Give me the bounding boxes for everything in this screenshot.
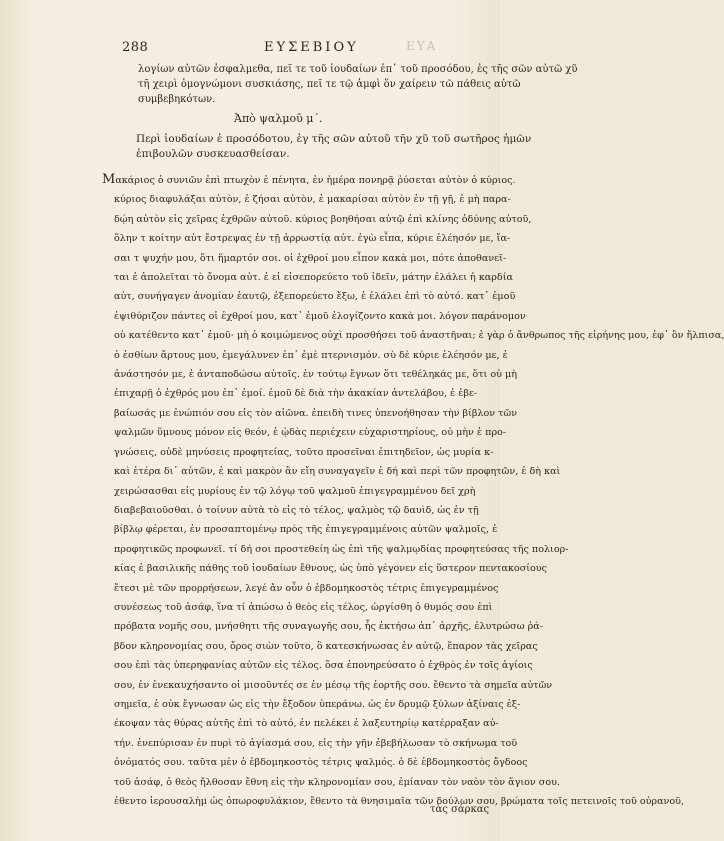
- initial-letter: Μ: [102, 172, 116, 187]
- text-line: γνώσεις, οὐδὲ μηνύσεις προφητείας, τοῦτο προσεῖναι ἐπιτηδεῖον, ὡς μυρία κ-: [114, 446, 494, 458]
- text-line: σημεῖα, ἐ οὐκ ἔγνωσαν ὡς εἰς τὴν ἔξοδον ὑπεράνω. ὡς ἐν δρυμῷ ξύλων ἀξίναις ἐξ-: [114, 698, 521, 710]
- text-line: βαίωσάς με ἐνώπιόν σου εἰς τὸν αἰῶνα. ἐπειδὴ τινες ὑπενοήθησαν τὴν βίβλον τῶν: [114, 407, 518, 419]
- text-line: δῴη αὐτὸν εἰς χεῖρας ἐχθρῶν αὐτοῦ. κύριος βοηθήσαι αὐτῷ ἐπὶ κλίνης ὀδύνης αὐτοῦ,: [114, 213, 532, 225]
- text-line-content: ακάριος ὁ συνιῶν ἐπὶ πτωχὸν ἐ πένητα, ἐν ἡμέρα πονηρᾷ ῥύσεται αὐτὸν ὁ κύριος.: [115, 175, 516, 186]
- text-line: [102, 170, 516, 190]
- text-line: βδον κληρονομίας σου, ὄρος σιὼν τοῦτο, ὃ κατεσκήνωσας ἐν αὐτῷ, ἔπαρον τὰς χεῖρας: [114, 640, 538, 652]
- catchword: τὰς σάρκας: [430, 804, 490, 815]
- text-line: σαι τ ψυχήν μου, ὅτι ἥμαρτόν σοι. οἱ ἐχθροί μου εἶπον κακὰ μοι, πότε ἀποθανεῖ-: [114, 252, 507, 264]
- intro-paragraph: [138, 62, 578, 107]
- chapter-summary: [136, 132, 532, 162]
- text-line: ψαλμῶν ὕμνους μόνον εἰς θεόν, ἐ ᾠδὰς περιέχειν εὐχαριστηρίους, οὐ μὴν ἐ προ-: [114, 427, 507, 439]
- text-line: βίβλῳ φέρεται, ἐν προσαπτομένῳ πρὸς τῆς ἐπιγεγραμμένοις αὐτῶν ψαλμοῖς, ἐ: [114, 524, 498, 536]
- text-line: αὐτ, συνήγαγεν ἀνομίαν ἑαυτῷ, ἐξεπορεύετο ἔξω, ἐ ἐλάλει ἐπὶ τὸ αὐτό. κατ᾽ ἐμοῦ: [114, 291, 516, 303]
- text-line: οὐ κατέθεντο κατ᾽ ἐμοῦ· μὴ ὁ κοιμώμενος οὐχὶ προσθήσει τοῦ ἀναστῆναι; ἐ γὰρ ὁ ἄνθρωπος τῆς εἰρήνης μου, ἐφ᾽ ὃν ἤλπισα,: [114, 330, 724, 342]
- text-line: διαβεβαιοῦσθαι. ὁ τοίνυν αὐτὰ τὸ εἰς τὸ τέλος, ψαλμὸς τῷ δαυὶδ, ὡς ἐν τῇ: [114, 504, 479, 516]
- text-line: έκοψαν τὰς θύρας αὐτῆς ἐπὶ τὸ αὐτό, ἐν πελέκει ἐ λαξευτηρίῳ κατέρραξαν αὐ-: [114, 718, 499, 730]
- intro-line: συμβεβηκότων.: [138, 94, 216, 105]
- text-line: κίας ἐ βασιλικῆς πάθης τοῦ ἰουδαίων ἔθνους, ὡς ὑπὸ γέγονεν εἰς ὕστερον πεντακοσίους: [114, 563, 547, 575]
- summary-line: ἐπιβουλῶν συσκευασθείσαν.: [136, 148, 290, 160]
- text-line: ἐπιχαρῇ ὁ ἐχθρός μου ἐπ᾽ ἐμοί. ἐμοῦ δὲ διὰ τὴν ἀκακίαν ἀντελάβου, ἐ ἐβε-: [114, 388, 478, 400]
- text-line: προφητικῶς προφωνεῖ. τί δή σοι προστεθείη ὡς ἐπὶ τῆς ψαλμῳδίας προφητεύσας τῆς πολιορ-: [114, 543, 569, 555]
- bleed-through-text: ΕΥΑ: [406, 39, 438, 53]
- text-line: τήν. ἐνεπύρισαν ἐν πυρὶ τὸ ἁγίασμά σου, εἰς τὴν γῆν ἐβεβήλωσαν τὸ σκήνωμα τοῦ: [114, 737, 518, 749]
- intro-line: τῆ χειρὶ ὁμογνώμονι συσκιάσης, πεῖ τε τῷ ἀμφὶ ὅν χαίρειν τῶ πάθεις αὐτῶ: [138, 79, 521, 90]
- text-line: ὁ ἐσθίων ἄρτους μου, ἐμεγάλυνεν ἐπ᾽ ἐμὲ πτερνισμόν. σὺ δὲ κύριε ἐλέησόν με, ἐ: [114, 349, 508, 361]
- text-line: σου ἐπὶ τὰς ὑπερηφανίας αὐτῶν εἰς τέλος. ὅσα ἐπονηρεύσατο ὁ ἐχθρὸς ἐν τοῖς ἁγίοις: [114, 660, 533, 672]
- text-line: ἔτεσι μὲ τῶν προρρήσεων, λεγέ ἄν οὖν ὁ ἑβδομηκοστὸς τέτρις ἐπιγεγραμμένος: [114, 582, 499, 594]
- intro-line: λογίων αὐτῶν ἐσφαλμεθα, πεῖ τε τοῦ ἰουδαίων ἐπ᾽ τοῦ προσόδου, ἐς τῆς σῶν αὐτῶ χῦ: [138, 64, 578, 75]
- text-line: ἐψιθύριζον πάντες οἱ ἐχθροί μου, κατ᾽ ἐμοῦ ἐλογίζοντο κακὰ μοι. λόγον παράνομον: [114, 310, 526, 322]
- summary-line: Περὶ ἰουδαίων ἐ προσόδοτου, ἐγ τῆς σῶν αὐτοῦ τῆν χῦ τοῦ σωτῆρος ἡμῶν: [136, 133, 532, 145]
- text-line: κύριος διαφυλάξαι αὐτὸν, ἐ ζήσαι αὐτὸν, ἐ μακαρίσαι αὐτὸν ἐν τῇ γῇ, ἐ μὴ παρα-: [114, 194, 511, 206]
- text-line: ὅλην τ κοίτην αὐτ ἔστρεψας ἐν τῇ ἀρρωστίᾳ αὐτ. ἐγὼ εἶπα, κύριε ἐλέησόν με, ἴα-: [114, 233, 511, 245]
- text-line: ἀνάστησόν με, ἐ ἀνταποδώσω αὐτοῖς. ἐν τούτῳ ἔγνων ὅτι τεθέληκάς με, ὅτι οὐ μὴ: [114, 369, 517, 381]
- page-header: [122, 40, 462, 58]
- text-line: ἐθεντο ἰερουσαλὴμ ὡς ὀπωροφυλάκιον, ἔθεντο τὰ θνησιμαῖα τῶν δούλων σου, βρώματα τοῖς πετεινοῖς τοῦ οὐρανοῦ,: [114, 796, 685, 807]
- text-line: πρόβατα νομῆς σου, μνήσθητι τῆς συναγωγῆς σου, ἧς ἐκτήσω ἀπ᾽ ἀρχῆς, ἐλυτρώσω ῥά-: [114, 621, 543, 633]
- text-line: ὀνόματός σου. ταῦτα μὲν ὁ ἑβδομηκοστὸς τέτρις ψαλμός. ὁ δὲ ἑβδομηκοστὸς ὄγδοος: [114, 757, 528, 769]
- text-line: καὶ ἑτέρα δι᾽ αὐτῶν, ἐ καὶ μακρὸν ἂν εἴη συναγαγεῖν ἐ δή καὶ περὶ τῶν προφητῶν, ἐ δὴ καὶ: [114, 466, 561, 478]
- text-line: σου, ἐν ἐνεκαυχήσαντο οἱ μισοῦντές σε ἐν μέσῳ τῆς ἑορτῆς σου. ἔθεντο τὰ σημεῖα αὐτῶν: [114, 679, 553, 691]
- text-line: ται ἐ ἀπολεῖται τὸ ὄνομα αὐτ. ἐ εἰ εἰσεπορεύετο τοῦ ἰδεῖν, μάτην ἐλάλει ἡ καρδία: [114, 272, 513, 284]
- running-head: ΕΥΣΕΒΙΟΥ: [264, 40, 359, 55]
- text-line: τοῦ ἀσάφ, ὁ θεὸς ἤλθοσαν ἔθνη εἰς τὴν κληρονομίαν σου, ἐμίαναν τὸν ναὸν τὸν ἅγιον σου.: [114, 776, 561, 788]
- text-line: συνέσεως τοῦ ἀσάφ, ἵνα τί ἀπώσω ὁ θεὸς εἰς τέλος, ὠργίσθη ὁ θυμός σου ἐπὶ: [114, 601, 493, 613]
- page-number: 288: [122, 40, 149, 55]
- text-line: χειρώσασθαι εἰς μυρίους ἐν τῷ λόγῳ τοῦ ψαλμοῦ ἐπιγεγραμμένου δεῖ χρὴ: [114, 485, 476, 497]
- psalm-heading: Ἀπὸ ψαλμοῦ μ΄.: [234, 112, 323, 125]
